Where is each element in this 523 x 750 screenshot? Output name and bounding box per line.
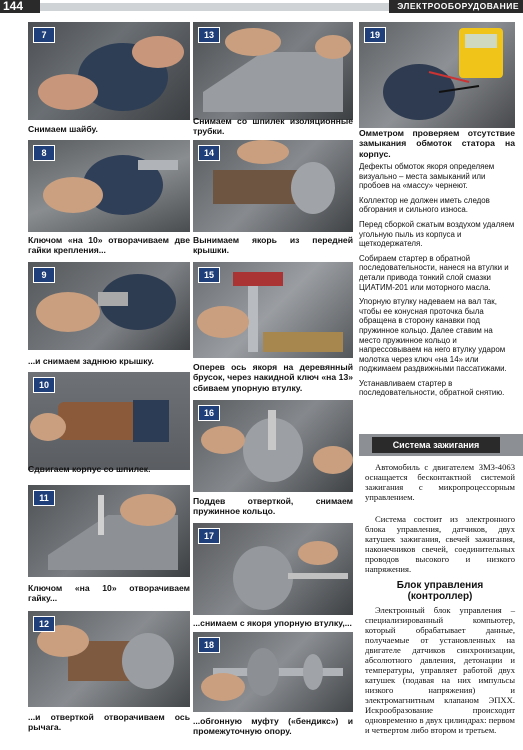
photo-19 <box>359 22 515 128</box>
photo-9-caption: ...и снимаем заднюю крышку. <box>28 356 154 366</box>
paragraph: Упорную втулку надеваем на вал так, чтобы ее конусная проточка была обращена в сторону канавки под пружинное кольцо. Далее ставим на место пружинное кольцо и напрессовываем на него втулку ударом молотка через ключ «на 14» или поджимаем раздвижными пассатижами. <box>359 297 507 374</box>
section-heading: Система зажигания <box>372 437 500 453</box>
step-number: 9 <box>33 267 55 283</box>
page-number: 144 <box>0 0 40 13</box>
ignition-composition: Система состоит из электронного блока управления, датчиков, двух катушек зажигания, свечей зажигания, наконечников свечей, соединительных проводов высокого и низкого напряжения. <box>365 514 515 574</box>
paragraph: Коллектор не должен иметь следов обгорания и сильного износа. <box>359 195 490 215</box>
step-number: 11 <box>33 490 55 506</box>
step-number: 12 <box>33 616 55 632</box>
paragraph: Дефекты обмоток якоря определяем визуально – места замыканий или пробоев на «массу» чернеют. <box>359 162 495 191</box>
controller-description: Электронный блок управления – специализированный компьютер, который обрабатывает данные, получаемые от установленных на двигателе датчиков синхронизации, абсолютного давления, детонации и температуры, управляет работой двух катушек (подавая на них импульсы низкого напряжения) и электромагнитным клапаном ЭПХХ. Искрообразование происходит одновременно в двух цилиндрах: первом и четвертом либо втором и третьем. <box>365 605 515 735</box>
step-number: 16 <box>198 405 220 421</box>
photo-13 <box>193 22 353 120</box>
step-number: 19 <box>364 27 386 43</box>
step-number: 15 <box>198 267 220 283</box>
step-number: 13 <box>198 27 220 43</box>
repair-text <box>359 162 515 403</box>
photo-17-caption: ...снимаем с якоря упорную втулку,... <box>193 618 352 628</box>
step-number: 17 <box>198 528 220 544</box>
photo-19-caption: Омметром проверяем отсутствие замыкания обмоток статора на корпус. <box>359 128 515 159</box>
photo-8 <box>28 140 190 232</box>
ignition-intro: Автомобиль с двигателем ЗМЗ-4063 оснащается бесконтактной системой зажигания с микропроцессорным управлением. <box>365 462 515 502</box>
step-number: 10 <box>33 377 55 393</box>
photo-16 <box>193 400 353 492</box>
photo-10 <box>28 372 190 470</box>
photo-8-caption: Ключом «на 10» отворачиваем две гайки крепления... <box>28 235 190 256</box>
photo-15-caption: Оперев ось якоря на деревянный брусок, через накидной ключ «на 13» сбиваем упорную втулку. <box>193 362 353 393</box>
subsection-heading: Блок управления (контроллер) <box>396 580 484 602</box>
photo-9 <box>28 262 190 350</box>
step-number: 7 <box>33 27 55 43</box>
photo-18 <box>193 632 353 712</box>
photo-10-caption: Сдвигаем корпус со шпилек. <box>28 464 151 474</box>
step-number: 18 <box>198 637 220 653</box>
photo-12 <box>28 611 190 707</box>
paragraph: Перед сборкой сжатым воздухом удаляем угольную пыль из корпуса и щеткодержателя. <box>359 219 515 249</box>
photo-11 <box>28 485 190 577</box>
photo-11-caption: Ключом «на 10» отворачиваем гайку... <box>28 583 190 604</box>
photo-15 <box>193 262 353 358</box>
photo-17 <box>193 523 353 615</box>
photo-7-caption: Снимаем шайбу. <box>28 124 98 134</box>
photo-12-caption: ...и отверткой отворачиваем ось рычага. <box>28 712 190 733</box>
section-title: ЭЛЕКТРООБОРУДОВАНИЕ <box>389 0 523 13</box>
photo-18-caption: ...обгонную муфту («бендикс») и промежуточную опору. <box>193 716 353 737</box>
photo-16-caption: Поддев отверткой, снимаем пружинное кольцо. <box>193 496 353 517</box>
step-number: 14 <box>198 145 220 161</box>
step-number: 8 <box>33 145 55 161</box>
photo-13-caption: Снимаем со шпилек изоляционные трубки. <box>193 116 353 137</box>
photo-14 <box>193 140 353 232</box>
paragraph: Собираем стартер в обратной последовательности, нанеся на втулки и детали привода тонкий слой смазки ЦИАТИМ-201 или моторного масла. <box>359 253 509 292</box>
paragraph: Устанавливаем стартер в последовательности, обратной снятию. <box>359 378 505 398</box>
photo-14-caption: Вынимаем якорь из передней крышки. <box>193 235 353 256</box>
page-header <box>0 0 523 13</box>
photo-7 <box>28 22 190 120</box>
